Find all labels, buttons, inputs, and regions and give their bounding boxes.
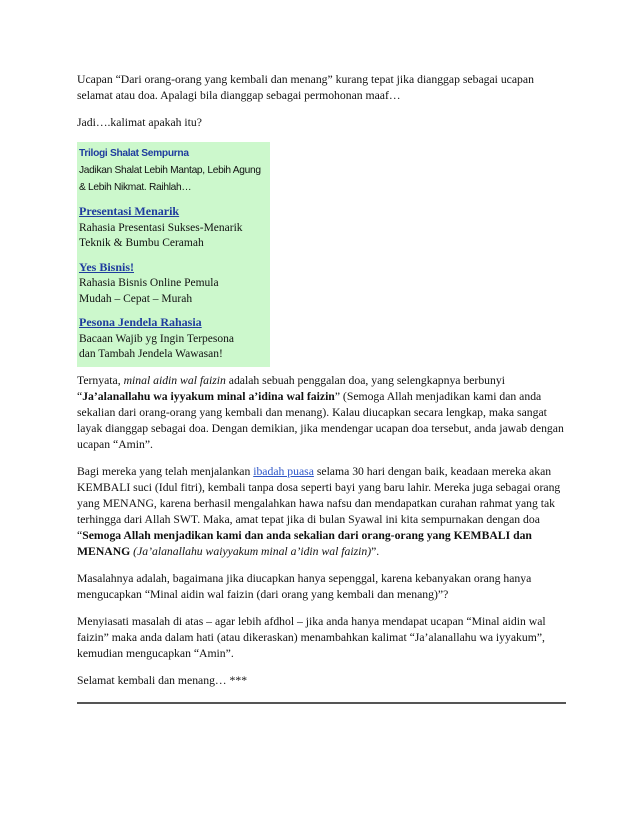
ad-link-presentasi[interactable]: Presentasi Menarik [79, 204, 180, 218]
bold-phrase: Ja’alanallahu wa iyyakum minal a’idina wal faizin [82, 389, 335, 403]
ad-item [79, 204, 268, 252]
ad-line: dan Tambah Jendela Wawasan! [79, 348, 223, 360]
text-span: adalah sebuah penggalan doa, yang selengkapnya berbunyi “ [77, 373, 505, 403]
text-span: selama 30 hari dengan baik, keadaan mereka akan KEMBALI suci (Idul fitri), kembali tanpa dosa seperti bayi yang baru lahir. Mereka juga sebagai orang yang MENANG, karena berhasil mengalahkan hawa nafsu dan mendapatkan curahan rahmat yang tak terhingga dari Allah SWT. Maka, amat tepat jika di bulan Syawal ini kita sempurnakan dengan doa “ [77, 464, 561, 542]
ad-featured[interactable] [79, 145, 268, 196]
ad-line: Mudah – Cepat – Murah [79, 292, 193, 305]
text-span: Ternyata, [77, 373, 124, 387]
text-span: ” (Semoga Allah menjadikan kami dan anda sekalian dari orang-orang yang kembali dan menang). Kalau diucapkan secara lengkap, maka sangat layak dianggap sebagai doa. Dengan demikian, jika mendengar ucapan doa tersebut, anda jawab dengan ucapan “Amin”. [77, 389, 564, 451]
link-ibadah-puasa[interactable]: ibadah puasa [253, 464, 314, 478]
bottom-divider [77, 702, 566, 704]
ad-link-bisnis[interactable]: Yes Bisnis! [79, 259, 135, 274]
paragraph-ramadan [77, 464, 565, 560]
ad-line: Bacaan Wajib yg Ingin Terpesona [79, 332, 234, 345]
ad-line: Rahasia Presentasi Sukses-Menarik [79, 221, 243, 234]
ad-featured-desc: Jadikan Shalat Lebih Mantap, Lebih Agung & Lebih Nikmat. Raihlah… [79, 165, 261, 193]
bold-phrase: Semoga Allah menjadikan kami dan anda sekalian dari orang-orang yang KEMBALI dan MENANG [77, 528, 532, 558]
ad-link-jendela[interactable]: Pesona Jendela Rahasia [79, 315, 202, 329]
ad-line: Teknik & Bumbu Ceramah [79, 237, 204, 249]
ad-box [77, 142, 270, 367]
ad-item [79, 315, 268, 363]
italic-phrase: minal aidin wal faizin [123, 373, 226, 387]
paragraph-solution: Menyiasati masalah di atas – agar lebih afdhol – jika anda hanya mendapat ucapan “Minal aidin wal faizin” maka anda dalam hati (atau dikeraskan) menambahkan kalimat “Ja’alanallahu wa iyyakum”, kemudian mengucapkan “Amin”. [77, 614, 546, 660]
paragraph-explanation [77, 373, 565, 453]
text-span: Bagi mereka yang telah menjalankan [77, 464, 254, 478]
ad-item [79, 260, 268, 308]
paragraph-closing: Selamat kembali dan menang… *** [77, 673, 248, 687]
paragraph-problem: Masalahnya adalah, bagaimana jika diucapkan hanya sepenggal, karena kebanyakan orang hanya mengucapkan “Minal aidin wal faizin (dari orang yang kembali dan menang)”? [77, 571, 532, 601]
text-span: ”. [371, 544, 380, 558]
article-body [77, 72, 565, 700]
ad-featured-title[interactable]: Trilogi Shalat Sempurna [79, 148, 189, 159]
paragraph-intro: Ucapan “Dari orang-orang yang kembali dan menang” kurang tepat jika dianggap sebagai ucapan selamat atau doa. Apalagi bila dianggap sebagai permohonan maaf… [77, 73, 534, 102]
italic-phrase: (Ja’alanallahu waiyyakum minal a’idin wal faizin) [133, 544, 372, 558]
paragraph-question: Jadi….kalimat apakah itu? [77, 116, 202, 129]
ad-line: Rahasia Bisnis Online Pemula [79, 277, 219, 289]
